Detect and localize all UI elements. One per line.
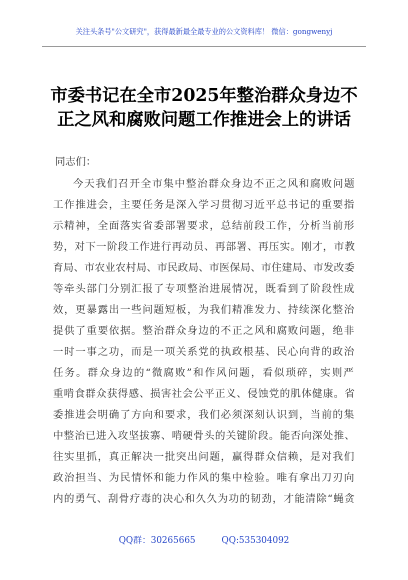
title-line-1: 市委书记在全市2025年整治群众身边不	[50, 86, 358, 106]
body-line: 等牵头部门分别汇报了专项整治进展情况，既看到了阶段性成	[53, 283, 356, 295]
body-line: 委推进会明确了方向和要求，我们必须深刻认识到，当前的集	[53, 409, 356, 421]
footer-qq: QQ:535304092	[221, 536, 290, 546]
body-line: 一时一事之功，而是一项关系党的执政根基、民心向背的政治	[53, 346, 356, 358]
footer-qq-group: QQ群：30265665	[118, 536, 196, 546]
body-line: 提供了重要依据。整治群众身边的不正之风和腐败问题，绝非	[53, 325, 356, 337]
body-line: 重啃食群众获得感、损害社会公平正义、侵蚀党的肌体健康。省	[53, 388, 356, 400]
salutation: 同志们：	[55, 156, 97, 168]
title-line-2: 正之风和腐败问题工作推进会上的讲话	[57, 110, 351, 130]
body-line: 示精神，全面落实省委部署要求，总结前段工作，分析当前形	[53, 220, 356, 232]
header-note: 关注头条号"公文研究"，获得最新最全最专业的公文资料库！ 微信：gongwenyj	[75, 27, 333, 36]
document-title	[40, 84, 368, 132]
body-line: 任务。群众身边的“微腐败”和作风问题，看似琐碎，实则严	[53, 367, 355, 379]
body-line: 往实里抓，真正解决一批突出问题，赢得群众信赖，是对我们	[53, 451, 356, 463]
body-line: 效，更暴露出一些问题短板，为我们精准发力、持续深化整治	[53, 304, 356, 316]
body-line: 势，对下一阶段工作进行再动员、再部署、再压实。刚才，市教	[53, 241, 356, 253]
body-line: 育局、市农业农村局、市民政局、市医保局、市住建局、市发改委	[53, 262, 355, 274]
body-line: 政治担当、为民情怀和能力作风的集中检验。唯有拿出刀刃向	[53, 472, 356, 484]
body-line: 内的勇气、刮骨疗毒的决心和久久为功的韧劲，才能清除“蝇贪	[53, 493, 356, 505]
body-line: 中整治已进入攻坚拔寨、啃硬骨头的关键阶段。能否向深处推、	[53, 430, 356, 442]
footer-contact	[0, 533, 408, 546]
header-divider	[42, 46, 366, 47]
body-line: 今天我们召开全市集中整治群众身边不正之风和腐败问题	[73, 178, 356, 190]
body-line: 工作推进会，主要任务是深入学习贯彻习近平总书记的重要指	[53, 199, 356, 211]
